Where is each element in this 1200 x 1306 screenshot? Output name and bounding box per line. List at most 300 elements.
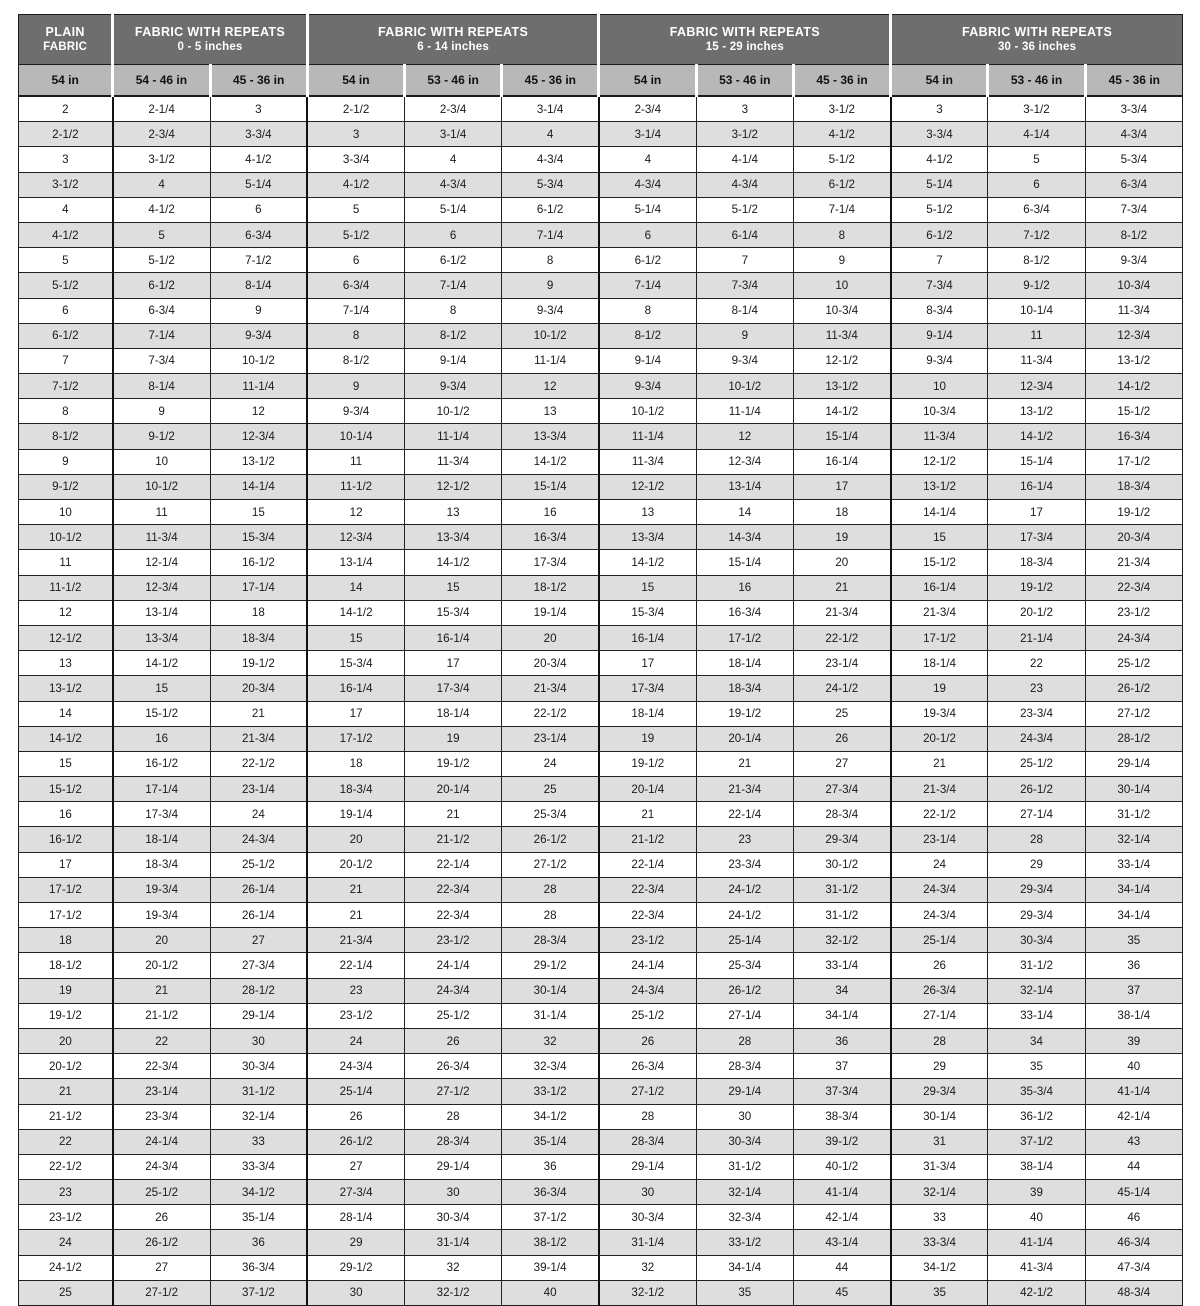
yardage-cell: 7-3/4 xyxy=(891,273,988,298)
yardage-cell: 4-3/4 xyxy=(696,172,793,197)
group-header-title: FABRIC WITH REPEATS xyxy=(134,25,286,40)
yardage-cell: 9-3/4 xyxy=(1085,248,1182,273)
table-row xyxy=(19,1180,1183,1205)
table-row xyxy=(19,827,1183,852)
yardage-cell: 26 xyxy=(307,1104,404,1129)
yardage-cell: 23 xyxy=(696,827,793,852)
yardage-cell: 18-1/4 xyxy=(113,827,210,852)
plain-fabric-yardage-cell: 25 xyxy=(19,1280,113,1305)
plain-fabric-yardage-cell: 2-1/2 xyxy=(19,122,113,147)
yardage-cell: 4-1/2 xyxy=(113,197,210,222)
yardage-cell: 20-1/2 xyxy=(988,600,1085,625)
yardage-cell: 16-1/2 xyxy=(113,751,210,776)
yardage-cell: 21 xyxy=(696,751,793,776)
table-row xyxy=(19,903,1183,928)
yardage-cell: 6-1/2 xyxy=(891,222,988,247)
group-header-4 xyxy=(891,15,1183,65)
yardage-cell: 41-1/4 xyxy=(988,1230,1085,1255)
yardage-cell: 37-3/4 xyxy=(793,1079,890,1104)
yardage-cell: 16-3/4 xyxy=(1085,424,1182,449)
yardage-cell: 8-1/2 xyxy=(988,248,1085,273)
yardage-cell: 4 xyxy=(404,147,501,172)
plain-fabric-yardage-cell: 9-1/2 xyxy=(19,474,113,499)
yardage-cell: 18-1/2 xyxy=(502,575,599,600)
yardage-cell: 17-1/4 xyxy=(113,777,210,802)
yardage-cell: 16-1/4 xyxy=(404,625,501,650)
yardage-cell: 5-1/2 xyxy=(696,197,793,222)
yardage-cell: 24 xyxy=(502,751,599,776)
yardage-cell: 5-3/4 xyxy=(502,172,599,197)
yardage-cell: 19 xyxy=(891,676,988,701)
yardage-cell: 21 xyxy=(210,701,307,726)
yardage-cell: 26 xyxy=(113,1205,210,1230)
yardage-cell: 25-1/2 xyxy=(1085,651,1182,676)
yardage-cell: 10-1/4 xyxy=(307,424,404,449)
yardage-cell: 29-1/4 xyxy=(696,1079,793,1104)
yardage-cell: 14-1/2 xyxy=(599,550,696,575)
table-row xyxy=(19,1028,1183,1053)
yardage-cell: 9-1/2 xyxy=(113,424,210,449)
yardage-cell: 7-3/4 xyxy=(696,273,793,298)
yardage-cell: 15-3/4 xyxy=(307,651,404,676)
yardage-cell: 34 xyxy=(793,978,890,1003)
yardage-cell: 34-1/4 xyxy=(696,1255,793,1280)
yardage-cell: 11-3/4 xyxy=(793,323,890,348)
plain-fabric-yardage-cell: 15-1/2 xyxy=(19,777,113,802)
yardage-cell: 3 xyxy=(307,122,404,147)
yardage-cell: 18 xyxy=(793,500,890,525)
plain-fabric-yardage-cell: 24 xyxy=(19,1230,113,1255)
table-row xyxy=(19,222,1183,247)
table-row xyxy=(19,424,1183,449)
table-row xyxy=(19,802,1183,827)
yardage-cell: 21 xyxy=(793,575,890,600)
yardage-cell: 15-1/4 xyxy=(793,424,890,449)
table-row xyxy=(19,348,1183,373)
yardage-cell: 9 xyxy=(113,399,210,424)
yardage-cell: 24-3/4 xyxy=(210,827,307,852)
yardage-cell: 18 xyxy=(307,751,404,776)
yardage-cell: 31-1/2 xyxy=(793,877,890,902)
yardage-cell: 46-3/4 xyxy=(1085,1230,1182,1255)
yardage-cell: 7-1/4 xyxy=(307,298,404,323)
yardage-cell: 30-3/4 xyxy=(210,1054,307,1079)
yardage-cell: 6-1/2 xyxy=(404,248,501,273)
yardage-cell: 3 xyxy=(891,96,988,122)
yardage-cell: 12-3/4 xyxy=(113,575,210,600)
plain-fabric-yardage-cell: 10-1/2 xyxy=(19,525,113,550)
yardage-cell: 26-1/2 xyxy=(1085,676,1182,701)
table-row xyxy=(19,978,1183,1003)
column-header-10: 53 - 46 in xyxy=(988,65,1085,97)
yardage-cell: 28 xyxy=(502,903,599,928)
yardage-cell: 18-1/4 xyxy=(404,701,501,726)
yardage-cell: 7 xyxy=(891,248,988,273)
yardage-cell: 25-1/2 xyxy=(210,852,307,877)
yardage-cell: 12-1/2 xyxy=(891,449,988,474)
plain-fabric-yardage-cell: 4 xyxy=(19,197,113,222)
yardage-cell: 4 xyxy=(502,122,599,147)
yardage-cell: 5-3/4 xyxy=(1085,147,1182,172)
yardage-cell: 19-1/2 xyxy=(404,751,501,776)
yardage-cell: 41-3/4 xyxy=(988,1255,1085,1280)
table-row xyxy=(19,197,1183,222)
plain-fabric-yardage-cell: 7 xyxy=(19,348,113,373)
yardage-cell: 4 xyxy=(599,147,696,172)
yardage-cell: 38-1/4 xyxy=(988,1154,1085,1179)
yardage-cell: 39 xyxy=(988,1180,1085,1205)
yardage-cell: 27 xyxy=(793,751,890,776)
yardage-cell: 34 xyxy=(988,1028,1085,1053)
yardage-cell: 12-1/2 xyxy=(793,348,890,373)
plain-fabric-yardage-cell: 18 xyxy=(19,928,113,953)
yardage-cell: 40 xyxy=(1085,1054,1182,1079)
yardage-cell: 17-3/4 xyxy=(404,676,501,701)
yardage-cell: 9-3/4 xyxy=(210,323,307,348)
yardage-cell: 11-3/4 xyxy=(599,449,696,474)
yardage-cell: 43 xyxy=(1085,1129,1182,1154)
column-header-1: 54 - 46 in xyxy=(113,65,210,97)
yardage-cell: 36 xyxy=(1085,953,1182,978)
group-header-1 xyxy=(113,15,307,65)
table-row xyxy=(19,374,1183,399)
yardage-cell: 30-1/4 xyxy=(1085,777,1182,802)
yardage-cell: 13-1/2 xyxy=(988,399,1085,424)
yardage-cell: 5 xyxy=(113,222,210,247)
yardage-cell: 8 xyxy=(502,248,599,273)
yardage-cell: 27-3/4 xyxy=(793,777,890,802)
yardage-cell: 27 xyxy=(307,1154,404,1179)
yardage-cell: 27-1/2 xyxy=(113,1280,210,1305)
yardage-cell: 18-1/4 xyxy=(696,651,793,676)
plain-fabric-yardage-cell: 10 xyxy=(19,500,113,525)
yardage-cell: 8-1/4 xyxy=(210,273,307,298)
yardage-cell: 16-3/4 xyxy=(696,600,793,625)
yardage-cell: 22-3/4 xyxy=(599,877,696,902)
yardage-cell: 28-3/4 xyxy=(599,1129,696,1154)
yardage-cell: 15 xyxy=(404,575,501,600)
yardage-cell: 24-3/4 xyxy=(404,978,501,1003)
yardage-cell: 2-3/4 xyxy=(599,96,696,122)
yardage-cell: 14 xyxy=(696,500,793,525)
yardage-cell: 14-1/2 xyxy=(502,449,599,474)
yardage-cell: 2-3/4 xyxy=(404,96,501,122)
yardage-cell: 4-3/4 xyxy=(502,147,599,172)
yardage-cell: 21-3/4 xyxy=(307,928,404,953)
yardage-cell: 9-1/4 xyxy=(891,323,988,348)
yardage-cell: 13-1/2 xyxy=(793,374,890,399)
table-row xyxy=(19,1205,1183,1230)
yardage-cell: 9 xyxy=(696,323,793,348)
yardage-cell: 17-3/4 xyxy=(599,676,696,701)
yardage-cell: 10-3/4 xyxy=(891,399,988,424)
yardage-cell: 15-1/4 xyxy=(502,474,599,499)
group-header-2 xyxy=(307,15,599,65)
yardage-cell: 13-3/4 xyxy=(502,424,599,449)
yardage-cell: 12 xyxy=(307,500,404,525)
plain-fabric-yardage-cell: 13 xyxy=(19,651,113,676)
yardage-cell: 17-1/2 xyxy=(307,726,404,751)
yardage-cell: 15-1/4 xyxy=(696,550,793,575)
yardage-cell: 40-1/2 xyxy=(793,1154,890,1179)
yardage-cell: 3-1/4 xyxy=(502,96,599,122)
yardage-cell: 19-1/2 xyxy=(988,575,1085,600)
yardage-cell: 10 xyxy=(793,273,890,298)
yardage-cell: 5-1/2 xyxy=(793,147,890,172)
yardage-cell: 8 xyxy=(307,323,404,348)
yardage-cell: 29-1/4 xyxy=(599,1154,696,1179)
yardage-cell: 10-3/4 xyxy=(1085,273,1182,298)
yardage-cell: 15-3/4 xyxy=(404,600,501,625)
table-row xyxy=(19,1255,1183,1280)
yardage-cell: 32-1/4 xyxy=(988,978,1085,1003)
group-header-title: FABRIC WITH REPEATS xyxy=(378,25,529,40)
yardage-cell: 4-3/4 xyxy=(1085,122,1182,147)
yardage-cell: 44 xyxy=(1085,1154,1182,1179)
yardage-cell: 23-3/4 xyxy=(696,852,793,877)
yardage-cell: 34-1/4 xyxy=(1085,877,1182,902)
yardage-cell: 13-3/4 xyxy=(599,525,696,550)
yardage-cell: 12-1/2 xyxy=(599,474,696,499)
yardage-cell: 8 xyxy=(599,298,696,323)
yardage-cell: 20 xyxy=(793,550,890,575)
plain-fabric-yardage-cell: 14 xyxy=(19,701,113,726)
yardage-cell: 22-3/4 xyxy=(599,903,696,928)
yardage-cell: 14 xyxy=(307,575,404,600)
yardage-cell: 23-1/4 xyxy=(502,726,599,751)
plain-fabric-yardage-cell: 5-1/2 xyxy=(19,273,113,298)
yardage-cell: 30-1/4 xyxy=(502,978,599,1003)
yardage-cell: 37 xyxy=(793,1054,890,1079)
yardage-cell: 11-1/4 xyxy=(404,424,501,449)
yardage-cell: 33 xyxy=(210,1129,307,1154)
yardage-cell: 36-1/2 xyxy=(988,1104,1085,1129)
table-row xyxy=(19,273,1183,298)
yardage-cell: 12-3/4 xyxy=(307,525,404,550)
yardage-cell: 21 xyxy=(404,802,501,827)
yardage-cell: 23-3/4 xyxy=(988,701,1085,726)
yardage-cell: 13-3/4 xyxy=(113,625,210,650)
yardage-cell: 10-1/2 xyxy=(404,399,501,424)
yardage-cell: 26-3/4 xyxy=(404,1054,501,1079)
yardage-cell: 14-1/2 xyxy=(307,600,404,625)
yardage-cell: 20-1/4 xyxy=(696,726,793,751)
yardage-cell: 20-1/2 xyxy=(113,953,210,978)
yardage-cell: 4-1/4 xyxy=(988,122,1085,147)
table-row xyxy=(19,852,1183,877)
width-header-row xyxy=(19,65,1183,97)
yardage-cell: 37-1/2 xyxy=(210,1280,307,1305)
yardage-cell: 27-1/2 xyxy=(1085,701,1182,726)
yardage-cell: 36-3/4 xyxy=(502,1180,599,1205)
table-row xyxy=(19,928,1183,953)
yardage-cell: 10-1/2 xyxy=(210,348,307,373)
yardage-cell: 3-1/4 xyxy=(599,122,696,147)
table-row xyxy=(19,600,1183,625)
yardage-cell: 35 xyxy=(1085,928,1182,953)
column-header-7: 53 - 46 in xyxy=(696,65,793,97)
yardage-cell: 20-1/4 xyxy=(404,777,501,802)
plain-fabric-yardage-cell: 23-1/2 xyxy=(19,1205,113,1230)
yardage-cell: 25 xyxy=(502,777,599,802)
yardage-cell: 9-3/4 xyxy=(404,374,501,399)
yardage-cell: 5-1/4 xyxy=(599,197,696,222)
yardage-cell: 11-3/4 xyxy=(988,348,1085,373)
yardage-cell: 30-3/4 xyxy=(599,1205,696,1230)
yardage-cell: 34-1/2 xyxy=(502,1104,599,1129)
yardage-cell: 9-3/4 xyxy=(599,374,696,399)
yardage-cell: 32-1/4 xyxy=(210,1104,307,1129)
plain-fabric-yardage-cell: 17 xyxy=(19,852,113,877)
table-row xyxy=(19,1280,1183,1305)
yardage-cell: 12-3/4 xyxy=(988,374,1085,399)
yardage-cell: 23-1/2 xyxy=(599,928,696,953)
yardage-cell: 29-1/4 xyxy=(210,1003,307,1028)
plain-fabric-yardage-cell: 11 xyxy=(19,550,113,575)
yardage-cell: 12-3/4 xyxy=(1085,323,1182,348)
yardage-cell: 20-1/2 xyxy=(891,726,988,751)
yardage-cell: 35-3/4 xyxy=(988,1079,1085,1104)
yardage-cell: 12-3/4 xyxy=(696,449,793,474)
yardage-cell: 15 xyxy=(599,575,696,600)
yardage-cell: 38-3/4 xyxy=(793,1104,890,1129)
yardage-cell: 22 xyxy=(113,1028,210,1053)
yardage-cell: 40 xyxy=(988,1205,1085,1230)
yardage-cell: 22-1/2 xyxy=(210,751,307,776)
column-header-3: 54 in xyxy=(307,65,404,97)
plain-fabric-yardage-cell: 16-1/2 xyxy=(19,827,113,852)
table-row xyxy=(19,500,1183,525)
yardage-cell: 3-3/4 xyxy=(891,122,988,147)
yardage-cell: 24-1/4 xyxy=(113,1129,210,1154)
yardage-cell: 33 xyxy=(891,1205,988,1230)
yardage-cell: 15-1/2 xyxy=(1085,399,1182,424)
yardage-cell: 6-3/4 xyxy=(988,197,1085,222)
yardage-cell: 13-1/4 xyxy=(307,550,404,575)
yardage-cell: 6-1/2 xyxy=(793,172,890,197)
yardage-cell: 21-3/4 xyxy=(1085,550,1182,575)
plain-fabric-yardage-cell: 19 xyxy=(19,978,113,1003)
yardage-cell: 20 xyxy=(307,827,404,852)
yardage-cell: 30-1/2 xyxy=(793,852,890,877)
yardage-cell: 19-1/4 xyxy=(502,600,599,625)
group-header-0 xyxy=(19,15,113,65)
yardage-cell: 17-3/4 xyxy=(988,525,1085,550)
column-header-2: 45 - 36 in xyxy=(210,65,307,97)
table-row xyxy=(19,676,1183,701)
yardage-cell: 24-3/4 xyxy=(307,1054,404,1079)
yardage-cell: 15-1/4 xyxy=(988,449,1085,474)
yardage-cell: 18-3/4 xyxy=(988,550,1085,575)
table-row xyxy=(19,1230,1183,1255)
yardage-cell: 30 xyxy=(307,1280,404,1305)
yardage-cell: 21-1/2 xyxy=(404,827,501,852)
yardage-cell: 21-3/4 xyxy=(210,726,307,751)
table-row xyxy=(19,1104,1183,1129)
yardage-cell: 6-1/2 xyxy=(599,248,696,273)
yardage-cell: 43-1/4 xyxy=(793,1230,890,1255)
yardage-cell: 8-1/2 xyxy=(1085,222,1182,247)
yardage-cell: 6 xyxy=(307,248,404,273)
group-header-subtitle: 30 - 36 inches xyxy=(997,41,1077,54)
yardage-cell: 25-1/2 xyxy=(599,1003,696,1028)
yardage-cell: 24 xyxy=(210,802,307,827)
yardage-cell: 28-1/4 xyxy=(307,1205,404,1230)
yardage-cell: 30-3/4 xyxy=(988,928,1085,953)
yardage-cell: 24-1/4 xyxy=(404,953,501,978)
yardage-cell: 28-3/4 xyxy=(793,802,890,827)
yardage-cell: 32-1/2 xyxy=(793,928,890,953)
yardage-cell: 27-1/2 xyxy=(599,1079,696,1104)
yardage-cell: 8-1/2 xyxy=(307,348,404,373)
yardage-cell: 17 xyxy=(793,474,890,499)
column-header-5: 45 - 36 in xyxy=(502,65,599,97)
yardage-cell: 7-1/4 xyxy=(404,273,501,298)
yardage-cell: 18-1/4 xyxy=(599,701,696,726)
plain-fabric-yardage-cell: 5 xyxy=(19,248,113,273)
yardage-cell: 18-3/4 xyxy=(1085,474,1182,499)
yardage-cell: 31-1/4 xyxy=(404,1230,501,1255)
yardage-cell: 26-1/4 xyxy=(210,903,307,928)
yardage-cell: 24-3/4 xyxy=(891,877,988,902)
group-header-title: FABRIC WITH REPEATS xyxy=(669,25,820,40)
yardage-cell: 34-1/2 xyxy=(891,1255,988,1280)
yardage-cell: 35 xyxy=(988,1054,1085,1079)
group-header-subtitle: 0 - 5 inches xyxy=(177,41,243,54)
yardage-cell: 31-1/2 xyxy=(210,1079,307,1104)
yardage-cell: 15 xyxy=(113,676,210,701)
yardage-cell: 18 xyxy=(210,600,307,625)
yardage-cell: 11-1/4 xyxy=(599,424,696,449)
yardage-cell: 12 xyxy=(502,374,599,399)
yardage-cell: 32-3/4 xyxy=(502,1054,599,1079)
yardage-cell: 11-3/4 xyxy=(1085,298,1182,323)
yardage-cell: 26 xyxy=(404,1028,501,1053)
yardage-cell: 12-1/4 xyxy=(113,550,210,575)
yardage-cell: 23-1/4 xyxy=(891,827,988,852)
plain-fabric-yardage-cell: 17-1/2 xyxy=(19,877,113,902)
yardage-cell: 23-3/4 xyxy=(113,1104,210,1129)
yardage-cell: 16 xyxy=(502,500,599,525)
yardage-cell: 16-1/4 xyxy=(307,676,404,701)
yardage-cell: 18-3/4 xyxy=(696,676,793,701)
yardage-cell: 20-3/4 xyxy=(1085,525,1182,550)
yardage-cell: 22-1/2 xyxy=(502,701,599,726)
yardage-cell: 28 xyxy=(599,1104,696,1129)
yardage-cell: 36-3/4 xyxy=(210,1255,307,1280)
yardage-cell: 44 xyxy=(793,1255,890,1280)
yardage-cell: 23-1/2 xyxy=(1085,600,1182,625)
yardage-cell: 3-3/4 xyxy=(210,122,307,147)
yardage-cell: 34-1/2 xyxy=(210,1180,307,1205)
yardage-cell: 3-3/4 xyxy=(307,147,404,172)
yardage-cell: 23 xyxy=(307,978,404,1003)
table-row xyxy=(19,953,1183,978)
yardage-cell: 26-1/2 xyxy=(113,1230,210,1255)
yardage-cell: 25-1/4 xyxy=(696,928,793,953)
yardage-cell: 34-1/4 xyxy=(1085,903,1182,928)
yardage-cell: 19-1/4 xyxy=(307,802,404,827)
column-header-6: 54 in xyxy=(599,65,696,97)
yardage-cell: 25 xyxy=(793,701,890,726)
yardage-cell: 23-1/2 xyxy=(307,1003,404,1028)
yardage-cell: 24-1/2 xyxy=(793,676,890,701)
yardage-cell: 46 xyxy=(1085,1205,1182,1230)
yardage-cell: 30-1/4 xyxy=(891,1104,988,1129)
yardage-cell: 21 xyxy=(113,978,210,1003)
yardage-cell: 22-1/2 xyxy=(793,625,890,650)
yardage-cell: 31-1/4 xyxy=(599,1230,696,1255)
